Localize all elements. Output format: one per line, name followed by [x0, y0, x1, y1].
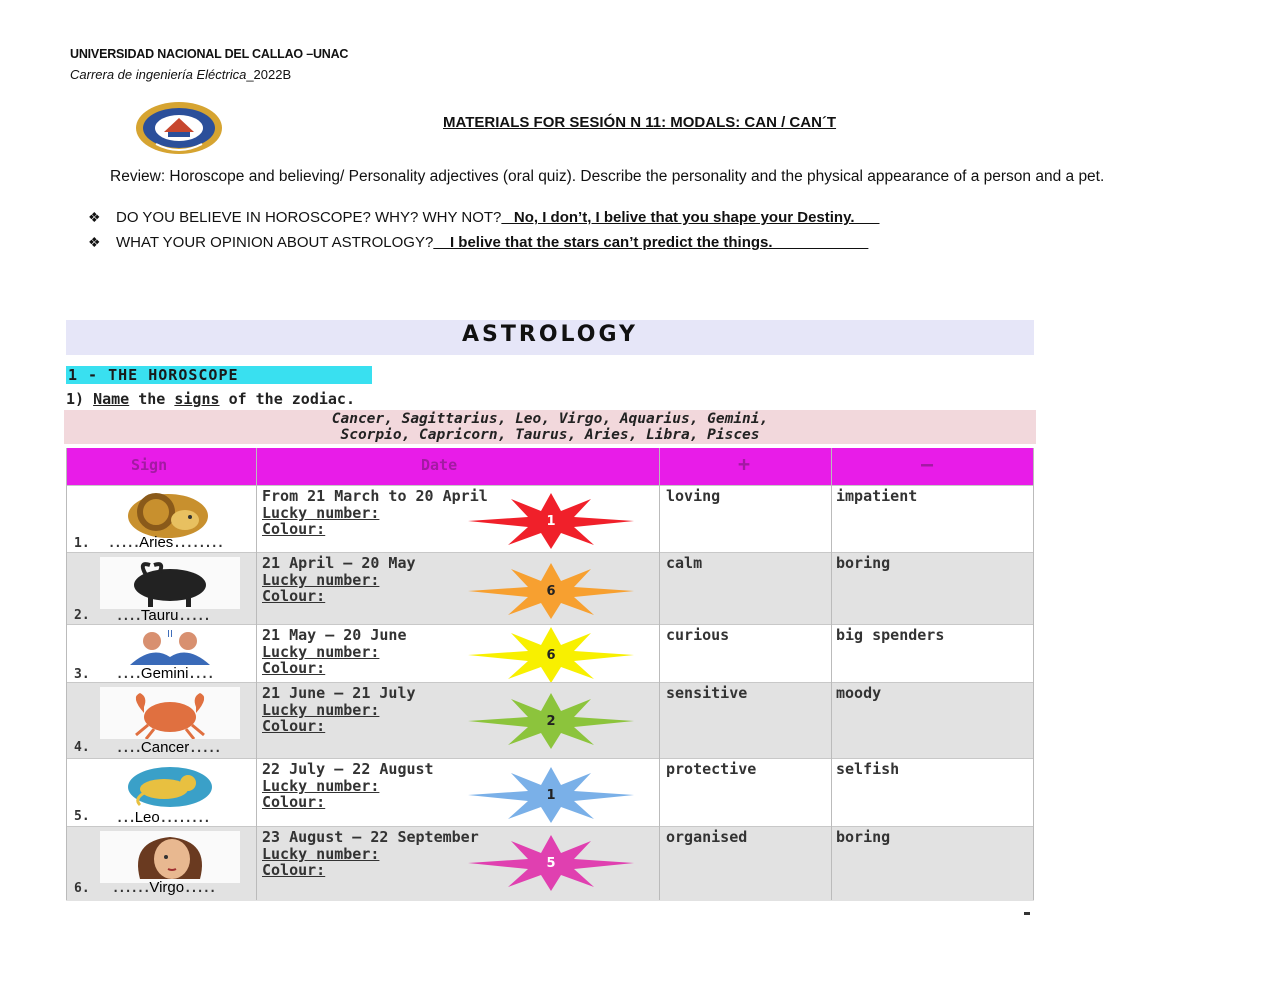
sign-answer: [116, 738, 220, 756]
career-line: [70, 67, 291, 82]
taurus-bull-image: [100, 557, 240, 609]
question-2: [88, 234, 868, 251]
lucky-number-label: Lucky number:: [262, 504, 380, 522]
lucky-number-value: 6: [546, 584, 556, 599]
question-text: WHAT YOUR OPINION ABOUT ASTROLOGY?: [116, 234, 434, 251]
instruction-number: 1): [66, 390, 85, 408]
answer-text: I belive that the stars can’t predict the things.: [433, 234, 869, 251]
colour-label: Colour:: [262, 793, 326, 811]
sign-name: Tauru: [140, 607, 179, 624]
lucky-number-label: Lucky number:: [262, 845, 380, 863]
row-number: 6.: [74, 881, 90, 896]
negative-trait: selfish: [836, 760, 900, 778]
sign-name: Virgo: [149, 879, 185, 896]
date-range: 21 April – 20 May: [262, 554, 416, 572]
table-row: [66, 826, 1034, 901]
column-divider: [831, 448, 832, 900]
negative-trait: boring: [836, 828, 891, 846]
signs-list-line-1: Cancer, Sagittarius, Leo, Virgo, Aquarius, Gemini,: [331, 411, 769, 427]
orange-starburst-icon: [466, 561, 636, 621]
green-starburst-icon: [466, 691, 636, 751]
lucky-number-value: 1: [546, 788, 556, 803]
signs-list-line-2: Scorpio, Capricorn, Taurus, Aries, Libra, Pisces: [340, 427, 760, 443]
column-divider: [66, 448, 67, 900]
positive-trait: loving: [666, 487, 721, 505]
university-seal: [134, 100, 224, 156]
positive-trait: sensitive: [666, 684, 748, 702]
dots-after: ....: [188, 667, 214, 681]
svg-text:II: II: [167, 629, 173, 640]
colour-label: Colour:: [262, 587, 326, 605]
dots-after: ........: [159, 811, 210, 825]
column-header-plus: +: [738, 452, 751, 476]
negative-trait: moody: [836, 684, 882, 702]
negative-trait: big spenders: [836, 626, 945, 644]
column-divider: [1033, 448, 1034, 900]
colour-label: Colour:: [262, 520, 326, 538]
negative-trait: impatient: [836, 487, 918, 505]
question-1: [88, 209, 880, 226]
row-number: 3.: [74, 667, 90, 682]
row-number: 4.: [74, 740, 90, 755]
positive-trait: calm: [666, 554, 703, 572]
career-suffix: _2022B: [246, 67, 292, 82]
date-range: 21 June – 21 July: [262, 684, 416, 702]
table-row: [66, 758, 1034, 827]
dots-after: .....: [184, 881, 216, 895]
colour-label: Colour:: [262, 717, 326, 735]
lucky-number-value: 1: [546, 514, 556, 529]
answer-text: No, I don’t, I belive that you shape your Destiny.: [501, 209, 880, 226]
question-text: DO YOU BELIEVE IN HOROSCOPE? WHY? WHY NOT?: [116, 209, 502, 226]
column-header-minus: –: [921, 452, 934, 476]
university-name: UNIVERSIDAD NACIONAL DEL CALLAO –UNAC: [70, 47, 349, 61]
date-range: From 21 March to 20 April: [262, 487, 488, 505]
lucky-number-label: Lucky number:: [262, 643, 380, 661]
table-row: [66, 552, 1034, 625]
instruction-word-signs: signs: [174, 390, 220, 408]
positive-trait: protective: [666, 760, 757, 778]
virgo-maiden-image: [100, 831, 240, 883]
sign-answer: [116, 664, 213, 682]
dots-before: ....: [116, 741, 141, 755]
review-text: Review: Horoscope and believing/ Personality adjectives (oral quiz). Describe the personality and the physical appearance of a person and a pet.: [110, 168, 1105, 185]
sign-answer: [112, 878, 215, 896]
table-row: [66, 682, 1034, 759]
row-number: 2.: [74, 608, 90, 623]
date-range: 21 May – 20 June: [262, 626, 407, 644]
career-prefix: Carrera de: [70, 67, 136, 82]
lucky-number-label: Lucky number:: [262, 571, 380, 589]
dots-before: ...: [116, 811, 135, 825]
dots-after: ........: [173, 536, 224, 550]
table-row: [66, 485, 1034, 553]
blue-starburst-icon: [466, 765, 636, 825]
negative-trait: boring: [836, 554, 891, 572]
positive-trait: organised: [666, 828, 748, 846]
sign-answer: [116, 808, 210, 826]
lucky-number-value: 2: [546, 714, 556, 729]
instruction-end: of the zodiac.: [228, 390, 355, 408]
diamond-bullet-icon: ❖: [88, 234, 101, 250]
row-number: 1.: [74, 536, 90, 551]
positive-trait: curious: [666, 626, 730, 644]
red-starburst-icon: [466, 491, 636, 551]
pink-starburst-icon: [466, 833, 636, 893]
sign-name: Aries: [139, 534, 174, 551]
colour-label: Colour:: [262, 659, 326, 677]
stray-mark: [1024, 912, 1030, 915]
yellow-starburst-icon: [466, 625, 636, 685]
sign-answer: [108, 533, 223, 551]
lucky-number-label: Lucky number:: [262, 701, 380, 719]
table-header: [66, 448, 1034, 485]
section-title: 1 - THE HOROSCOPE: [68, 366, 239, 384]
page-title: MATERIALS FOR SESIÓN N 11: MODALS: CAN / CAN´T: [443, 114, 837, 131]
table-row: [66, 624, 1034, 683]
sign-name: Leo: [134, 809, 160, 826]
column-header-date: Date: [421, 456, 458, 474]
column-divider: [659, 448, 660, 900]
instruction-word-name: Name: [93, 390, 130, 408]
row-number: 5.: [74, 809, 90, 824]
instruction: [66, 390, 355, 408]
lucky-number-value: 5: [546, 856, 556, 871]
diamond-bullet-icon: ❖: [88, 209, 101, 225]
career-name: ingeniería Eléctrica: [135, 67, 247, 82]
column-header-sign: Sign: [131, 456, 168, 474]
colour-label: Colour:: [262, 861, 326, 879]
sign-name: Gemini: [140, 665, 189, 682]
dots-before: ....: [116, 609, 141, 623]
sign-name: Cancer: [140, 739, 190, 756]
instruction-word-the: the: [138, 390, 166, 408]
date-range: 23 August – 22 September: [262, 828, 479, 846]
sign-answer: [116, 606, 210, 624]
column-divider: [256, 448, 257, 900]
dots-before: .....: [108, 536, 140, 550]
horoscope-table: [66, 448, 1034, 900]
cancer-crab-image: [100, 687, 240, 739]
gemini-twins-image: [100, 627, 240, 667]
dots-before: ......: [112, 881, 150, 895]
lucky-number-value: 6: [546, 648, 556, 663]
dots-before: ....: [116, 667, 141, 681]
dots-after: .....: [189, 741, 221, 755]
astrology-banner-title: ASTROLOGY: [462, 322, 638, 347]
lucky-number-label: Lucky number:: [262, 777, 380, 795]
dots-after: .....: [178, 609, 210, 623]
date-range: 22 July – 22 August: [262, 760, 434, 778]
